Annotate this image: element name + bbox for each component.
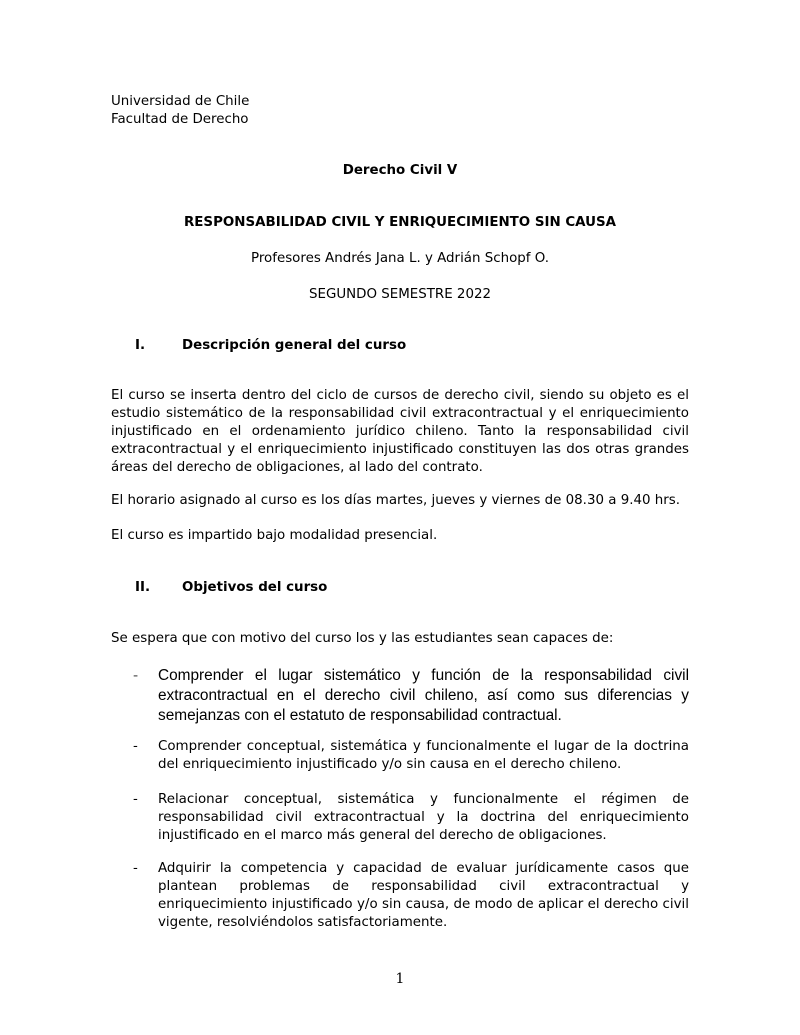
bullet-marker: - bbox=[133, 667, 139, 684]
bullet-marker: - bbox=[133, 792, 138, 807]
modality-paragraph: El curso es impartido bajo modalidad presencial. bbox=[111, 528, 438, 543]
schedule-paragraph: El horario asignado al curso es los días martes, jueves y viernes de 08.30 a 9.40 hrs. bbox=[111, 493, 680, 508]
section-number: II. bbox=[135, 580, 151, 595]
objective-text: Relacionar conceptual, sistemática y funcionalmente el régimen de responsabilidad civil extracontractual y la doctrina del enriquecimiento injustificado en el marco más general del derecho de obligaciones. bbox=[158, 792, 689, 843]
objective-text: Comprender el lugar sistemático y función de la responsabilidad civil extracontractual en el derecho civil chileno, así como sus diferencias y semejanzas con el estatuto de responsabilidad contractual. bbox=[158, 667, 689, 724]
section-number: I. bbox=[135, 338, 146, 353]
section-heading-2 bbox=[135, 580, 327, 595]
list-item bbox=[133, 860, 689, 932]
page-number: 1 bbox=[395, 971, 405, 987]
list-item bbox=[133, 666, 689, 726]
section-title: Descripción general del curso bbox=[182, 338, 407, 353]
objectives-intro: Se espera que con motivo del curso los y las estudiantes sean capaces de: bbox=[111, 631, 614, 646]
objectives-list bbox=[133, 860, 689, 932]
faculty-name: Facultad de Derecho bbox=[111, 112, 249, 127]
institution-header bbox=[111, 93, 249, 129]
section-title: Objetivos del curso bbox=[182, 580, 328, 595]
university-name: Universidad de Chile bbox=[111, 94, 250, 109]
objective-text: Adquirir la competencia y capacidad de evaluar jurídicamente casos que plantean problemas de responsabilidad civil extracontractual y enriquecimiento injustificado y/o sin causa, de modo de aplicar el derecho civil vigente, resolviéndolos satisfactoriamente. bbox=[158, 861, 689, 930]
objectives-list bbox=[133, 666, 689, 726]
objective-text: Comprender conceptual, sistemática y funcionalmente el lugar de la doctrina del enriquecimiento injustificado y/o sin causa en el derecho chileno. bbox=[158, 739, 689, 772]
list-item bbox=[133, 738, 689, 774]
course-professors: Profesores Andrés Jana L. y Adrián Schopf O. bbox=[251, 251, 549, 266]
bullet-marker: - bbox=[133, 739, 138, 754]
section-heading-1 bbox=[135, 338, 406, 353]
course-semester: SEGUNDO SEMESTRE 2022 bbox=[308, 287, 492, 302]
course-name: Derecho Civil V bbox=[342, 163, 458, 178]
objectives-list bbox=[133, 791, 689, 845]
course-description-paragraph: El curso se inserta dentro del ciclo de cursos de derecho civil, siendo su objeto es el estudio sistemático de la responsabilidad civil extracontractual y el enriquecimiento injustificado en el ordenamiento jurídico chileno. Tanto la responsabilidad civil extracontractual y el enriquecimiento injustificado constituyen las dos otras grandes áreas del derecho de obligaciones, al lado del contrato. bbox=[111, 388, 689, 475]
objectives-list bbox=[133, 738, 689, 774]
bullet-marker: - bbox=[133, 861, 138, 876]
list-item bbox=[133, 791, 689, 845]
course-title: RESPONSABILIDAD CIVIL Y ENRIQUECIMIENTO SIN CAUSA bbox=[183, 215, 617, 230]
